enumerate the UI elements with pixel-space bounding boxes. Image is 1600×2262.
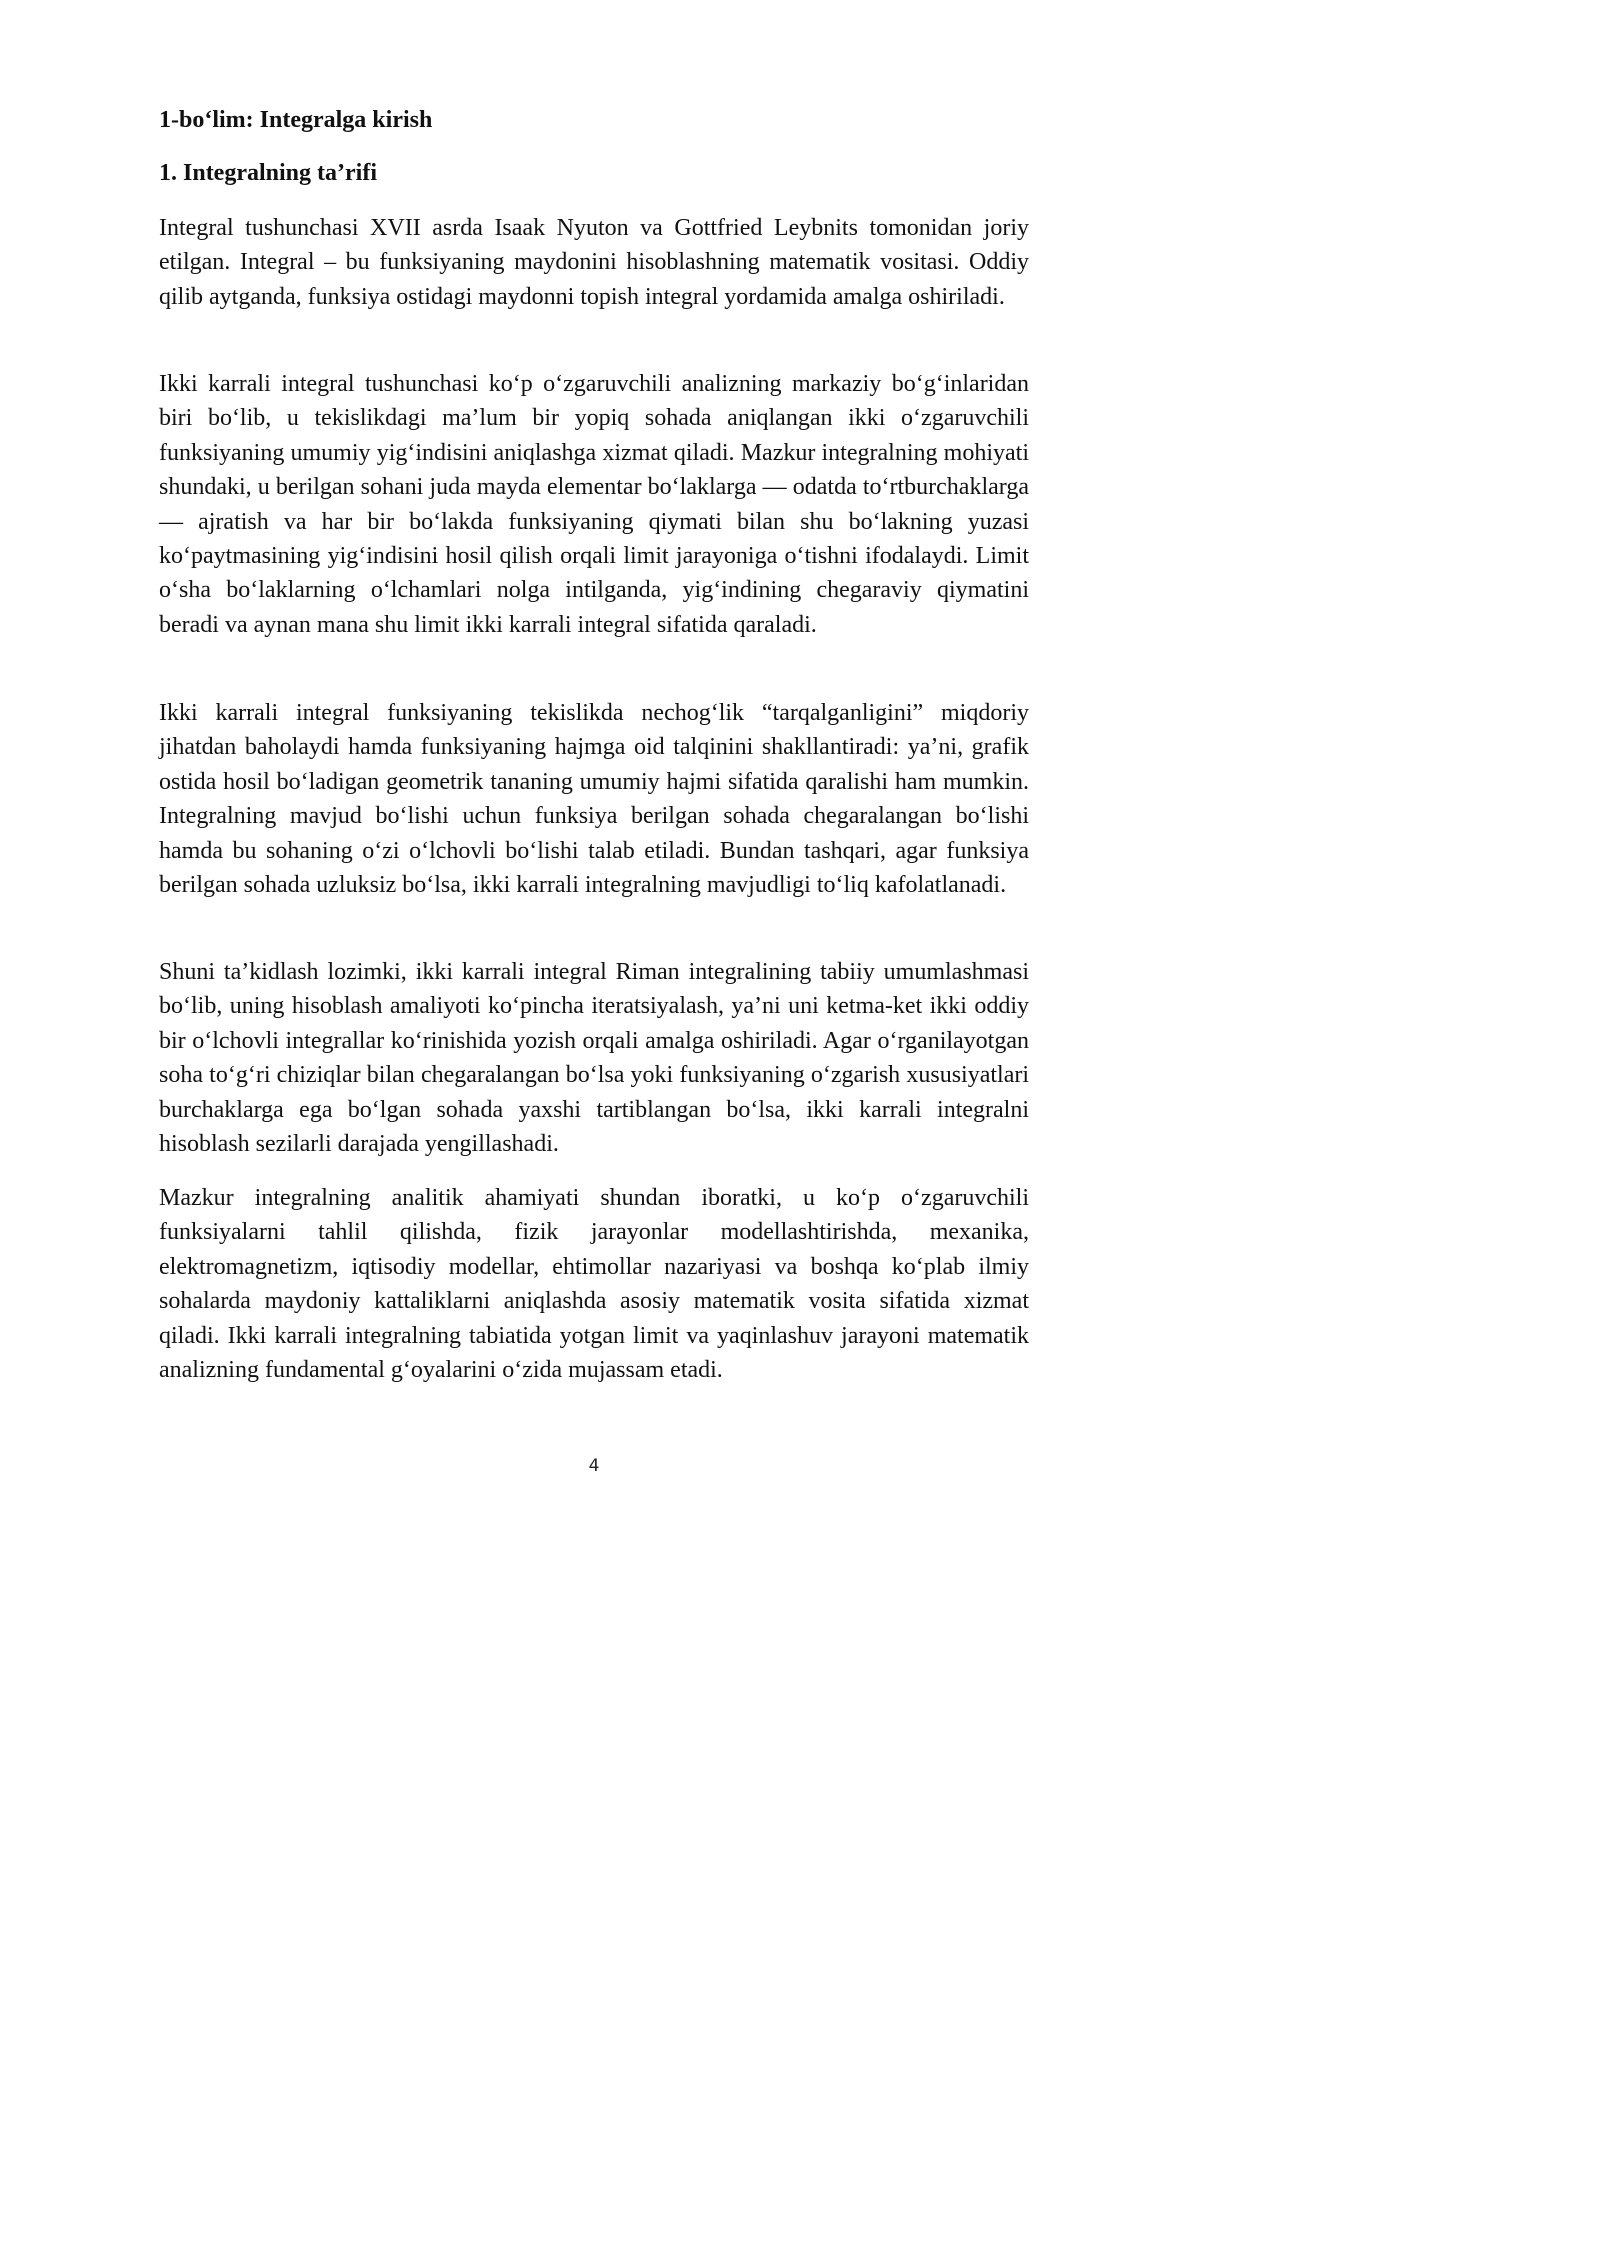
page-number: 4 — [588, 1456, 600, 1476]
paragraph-double-integral-volume: Ikki karrali integral funksiyaning tekislikda nechog‘lik “tarqalganligini” miqdoriy jihatdan baholaydi hamda funksiyaning hajmga oid talqinini shakllantiradi: ya’ni, grafik ostida hosil bo‘ladigan geometrik tananing umumiy hajmi sifatida qaralishi ham mumkin. Integralning mavjud bo‘lishi uchun funksiya berilgan sohada chegaralangan bo‘lishi hamda bu sohaning o‘zi o‘lchovli bo‘lishi talab etiladi. Bundan tashqari, agar funksiya berilgan sohada uzluksiz bo‘lsa, ikki karrali integralning mavjudligi to‘liq kafolatlanadi. — [159, 700, 1029, 899]
paragraph-riemann-generalization: Shuni ta’kidlash lozimki, ikki karrali integral Riman integralining tabiiy umumlashmasi bo‘lib, uning hisoblash amaliyoti ko‘pincha iteratsiyalash, ya’ni uni ketma-ket ikki oddiy bir o‘lchovli integrallar ko‘rinishida yozish orqali amalga oshiriladi. Agar o‘rganilayotgan soha to‘g‘ri chiziqlar bilan chegaralangan bo‘lsa yoki funksiyaning o‘zgarish xususiyatlari burchaklarga ega bo‘lgan sohada yaxshi tartiblangan bo‘lsa, ikki karrali integralni hisoblash sezilarli darajada yengillashadi. — [159, 959, 1029, 1158]
paragraph-analytic-importance: Mazkur integralning analitik ahamiyati shundan iboratki, u ko‘p o‘zgaruvchili funksiyalarni tahlil qilishda, fizik jarayonlar modellashtirishda, mexanika, elektromagnetizm, iqtisodiy modellar, ehtimollar nazariyasi va boshqa ko‘plab ilmiy sohalarda maydoniy kattaliklarni aniqlashda asosiy matematik vosita sifatida xizmat qiladi. Ikki karrali integralning tabiatida yotgan limit va yaqinlashuv jarayoni matematik analizning fundamental g‘oyalarini o‘zida mujassam etadi. — [159, 1185, 1029, 1384]
section-title: 1-bo‘lim: Integralga kirish — [159, 107, 433, 133]
document-page — [159, 0, 1029, 1556]
paragraph-double-integral-concept: Ikki karrali integral tushunchasi ko‘p o‘zgaruvchili analizning markaziy bo‘g‘inlaridan biri bo‘lib, u tekislikdagi ma’lum bir yopiq sohada aniqlangan ikki o‘zgaruvchili funksiyaning umumiy yig‘indisini aniqlashga xizmat qiladi. Mazkur integralning mohiyati shundaki, u berilgan sohani juda mayda elementar bo‘laklarga — odatda to‘rtburchaklarga — ajratish va har bir bo‘lakda funksiyaning qiymati bilan shu bo‘lakning yuzasi ko‘paytmasining yig‘indisini hosil qilish orqali limit jarayoniga o‘tishni ifodalaydi. Limit o‘sha bo‘laklarning o‘lchamlari nolga intilganda, yig‘indining chegaraviy qiymatini beradi va aynan mana shu limit ikki karrali integral sifatida qaraladi. — [159, 371, 1029, 638]
paragraph-integral-definition: Integral tushunchasi XVII asrda Isaak Nyuton va Gottfried Leybnits tomonidan joriy etilgan. Integral – bu funksiyaning maydonini hisoblashning matematik vositasi. Oddiy qilib aytganda, funksiya ostidagi maydonni topish integral yordamida amalga oshiriladi. — [159, 215, 1029, 310]
subsection-title: 1. Integralning ta’rifi — [159, 160, 377, 186]
